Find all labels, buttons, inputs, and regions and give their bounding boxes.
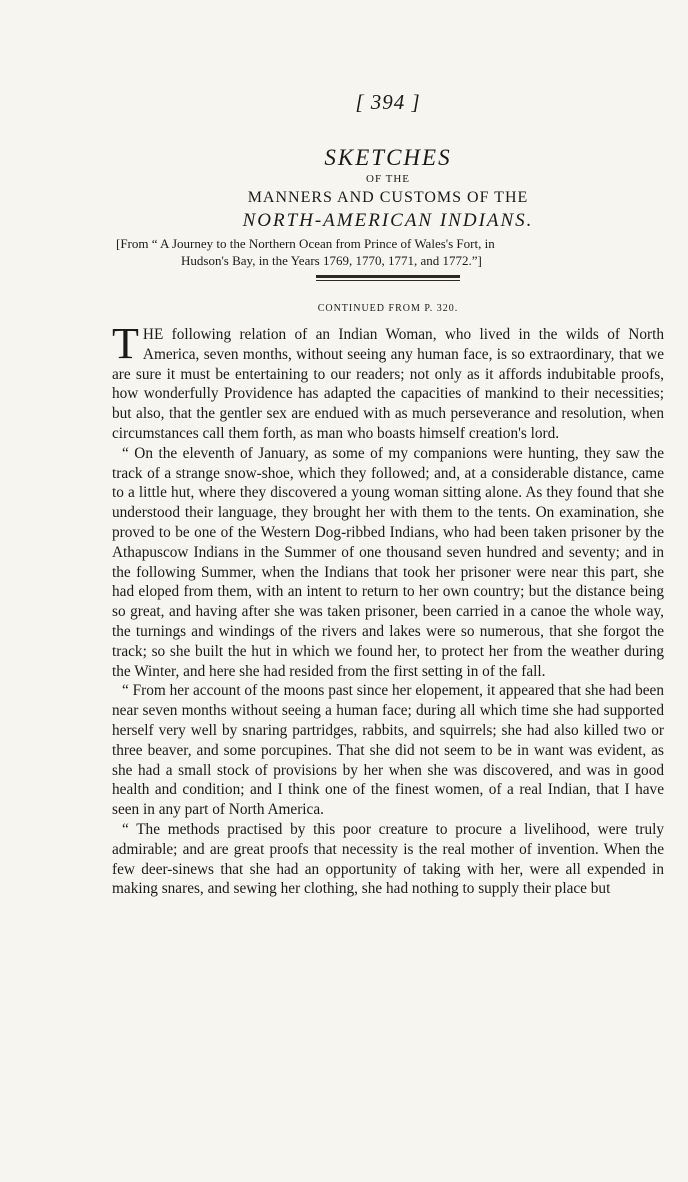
source-line-1: [From “ A Journey to the Northern Ocean from Prince of Wales's Fort, in (116, 236, 495, 251)
double-rule-divider (316, 275, 460, 281)
paragraph-3: “ From her account of the moons past since her elopement, it appeared that she had been near seven months without seeing a human face; during all which time she had supported herself very well by snaring partridges, rabbits, and squirrels; she had also killed two or three beaver, and some porcupines. That she did not seem to be in want was evident, as she had a small stock of provisions by her when she was discovered, and was in good health and condition; and I think one of the finest women, of a real Indian, that I have seen in any part of North America. (112, 682, 664, 819)
page-number: [ 394 ] (355, 90, 421, 114)
paragraph-1-text: HE following relation of an Indian Woman, who lived in the wilds of North America, seven months, without seeing any human face, is so extraordinary, that we are sure it must be entertaining to our readers; not only as it affords indubitable proofs, how wonderfully Providence has adapted the capacities of mankind to their necessities; but also, that the gentler sex are endued with as much perseverance and resolution, when circumstances call them forth, as man who boasts himself creation's lord. (112, 326, 664, 442)
drop-cap: T (112, 319, 139, 368)
article-subtitle-italic: NORTH-AMERICAN INDIANS. (242, 210, 534, 231)
article-title: SKETCHES (324, 145, 452, 170)
article-subtitle: MANNERS AND CUSTOMS OF THE (247, 189, 529, 206)
document-page (112, 90, 664, 899)
article-body (112, 319, 664, 899)
paragraph-4: “ The methods practised by this poor creature to procure a livelihood, were truly admirable; and are great proofs that necessity is the real mother of invention. When the few deer-sinews that she had an opportunity of taking with her, were all expended in making snares, and sewing her clothing, she had nothing to supply their place but (112, 820, 664, 898)
paragraph-1 (112, 319, 664, 444)
source-citation (112, 235, 664, 269)
source-line-2: Hudson's Bay, in the Years 1769, 1770, 1771, and 1772.”] (181, 253, 482, 268)
continued-note: CONTINUED FROM P. 320. (317, 303, 459, 314)
paragraph-2: “ On the eleventh of January, as some of my companions were hunting, they saw the track of a strange snow-shoe, which they followed; and, at a considerable distance, came to a little hut, where they discovered a young woman sitting alone. As they found that she understood their language, they brought her with them to the tents. On examination, she proved to be one of the Western Dog-ribbed Indians, who had been taken prisoner by the Athapuscow Indians in the Summer of one thousand seven hundred and seventy; and in the following Summer, when the Indians that took her prisoner were near this part, she had eloped from them, with an intent to return to her own country; but the distance being so great, and having after she was taken prisoner, been carried in a canoe the whole way, the turnings and windings of the rivers and lakes were so numerous, that she forgot the track; so she built the hut in which we found her, to protect her from the weather during the Winter, and here she had resided from the first setting in of the fall. (112, 444, 664, 680)
article-title-connector: OF THE (366, 173, 410, 185)
